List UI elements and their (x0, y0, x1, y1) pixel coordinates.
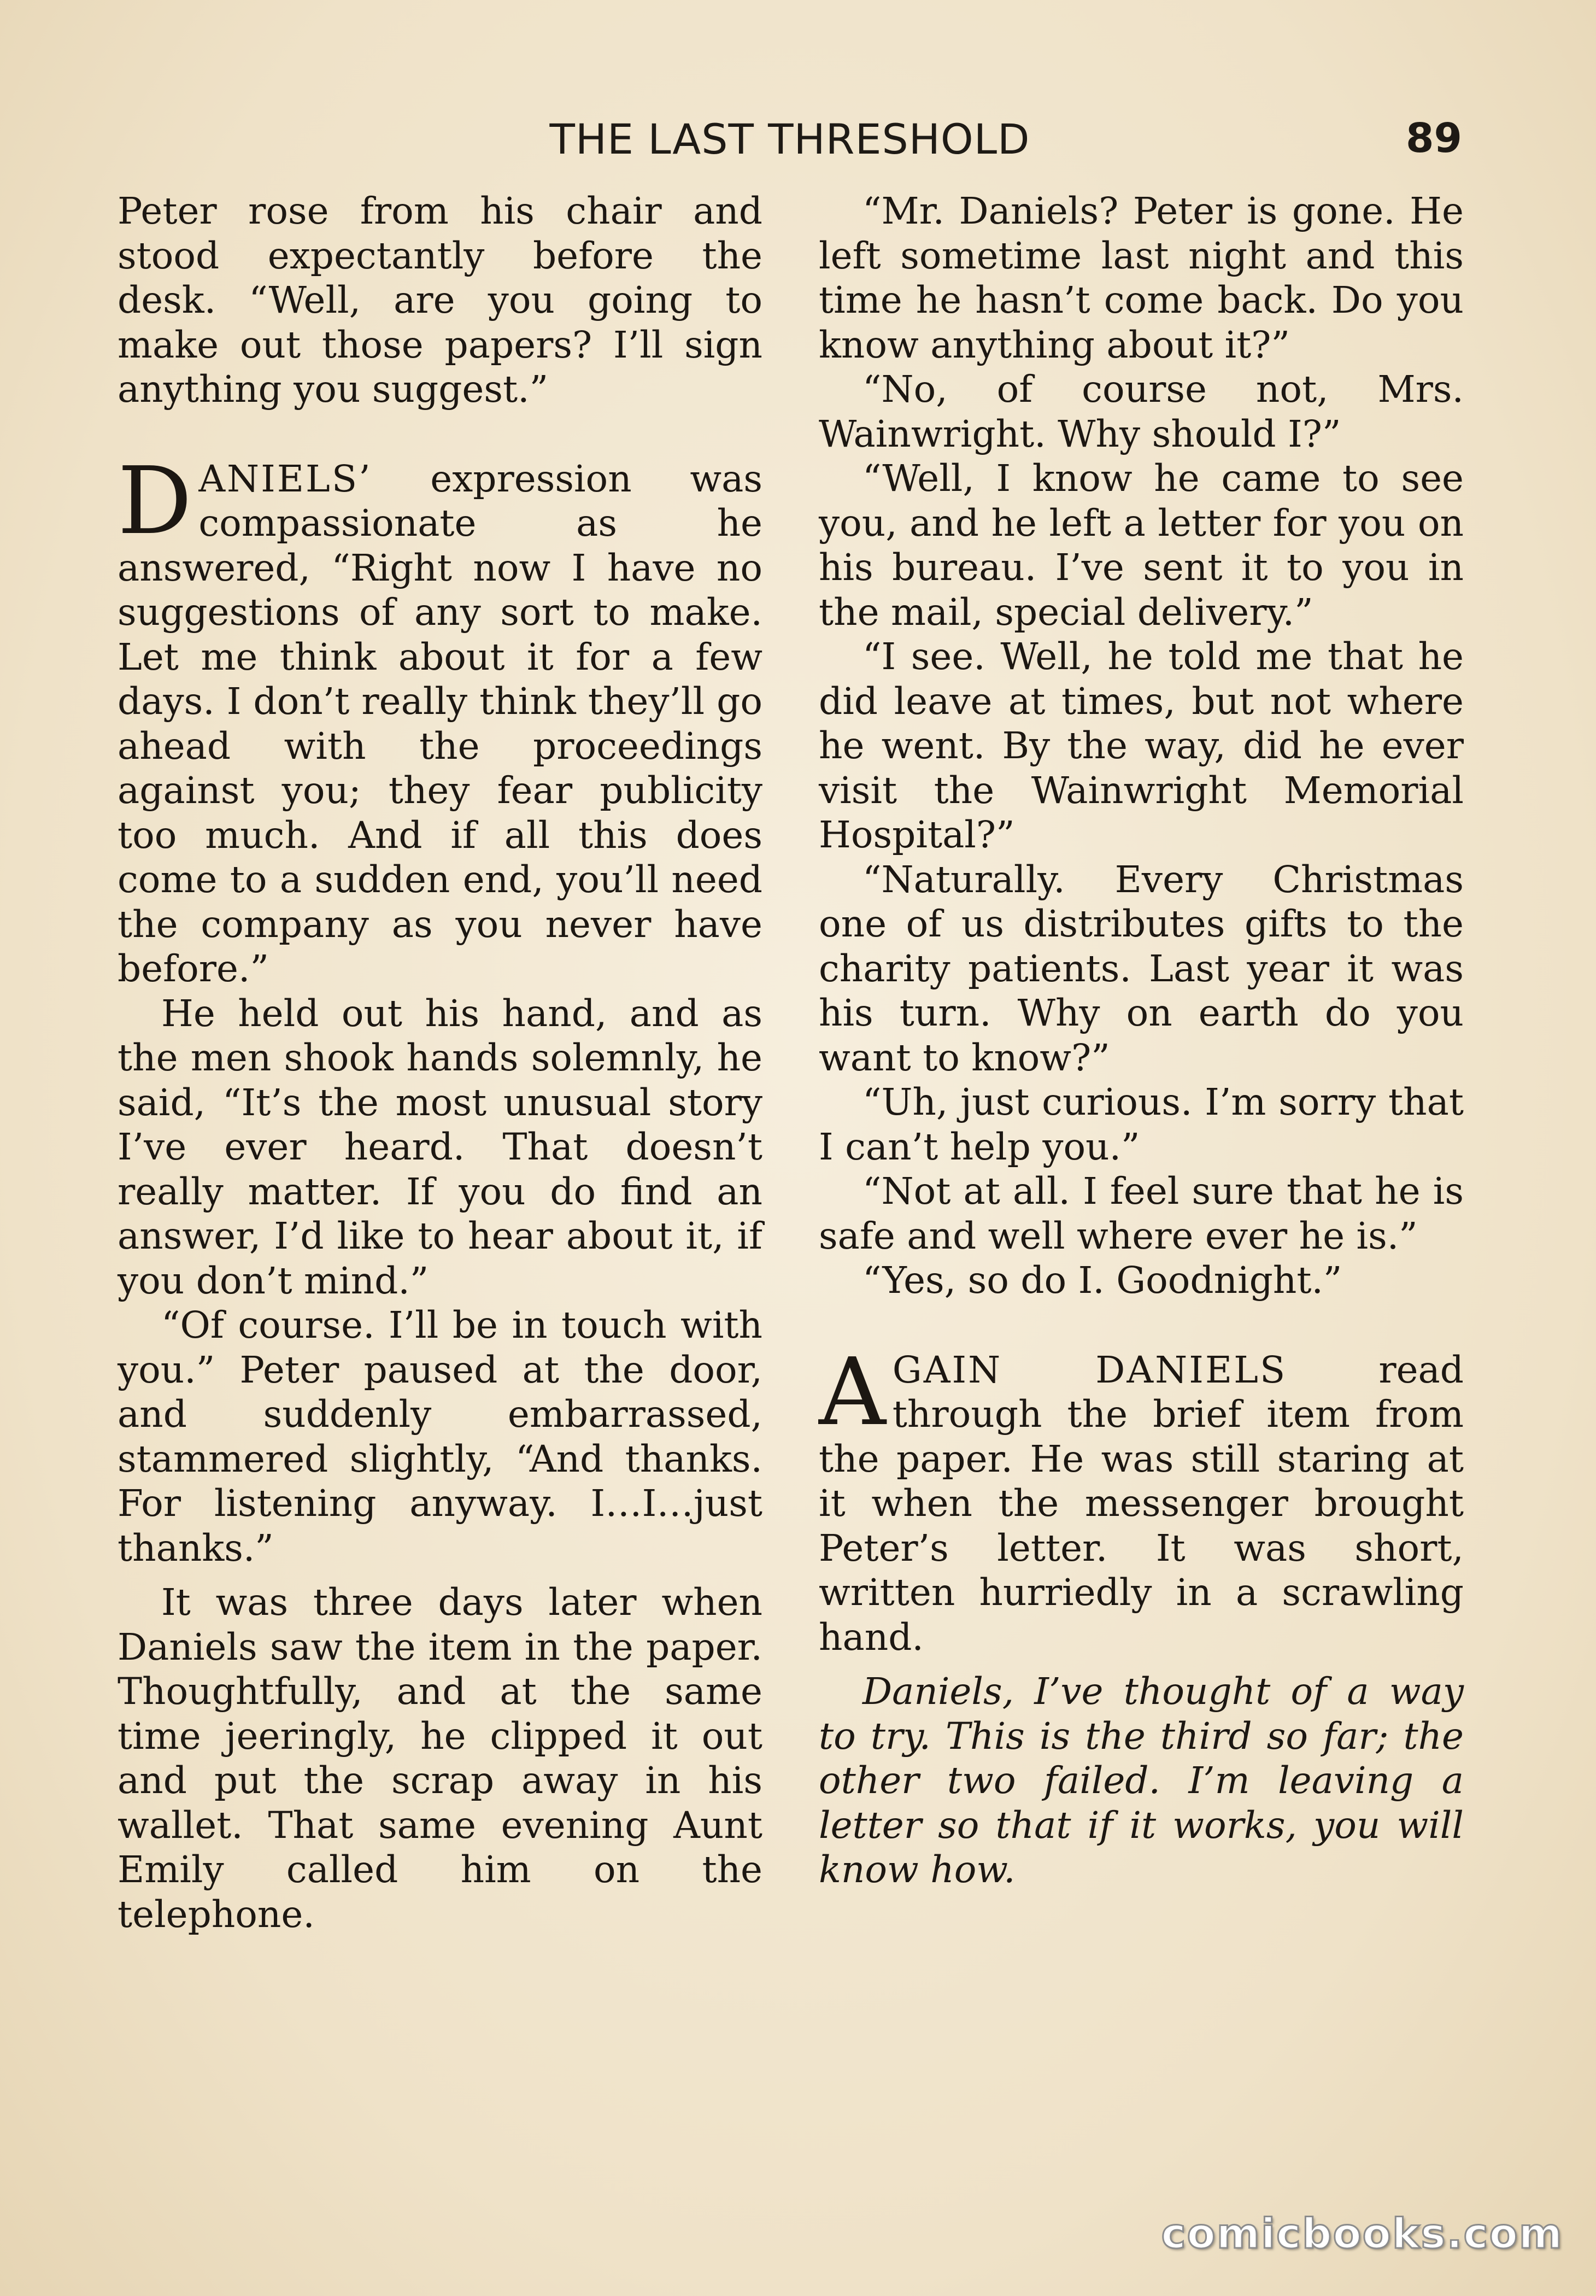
page-number: 89 (1406, 115, 1462, 162)
paragraph: He held out his hand, and as the men shook hands solemnly, he said, “It’s the most unusual story I’ve ever heard. That doesn’t really matter. If you do find an answer, I’d like to hear about it, if you don’t mind.” (118, 991, 762, 1302)
paragraph: It was three days later when Daniels saw the item in the paper. Thoughtfully, and at the same time jeeringly, he clipped it out and put the scrap away in his wallet. That same evening Aunt Emily called him on the telephone. (118, 1580, 762, 1936)
paragraph: “Of course. I’ll be in touch with you.” Peter paused at the door, and suddenly embarrassed, stammered slightly, “And thanks. For listening anyway. I…I…just thanks.” (118, 1303, 762, 1569)
italic-letter-text: Daniels, I’ve thought of a way to try. This is the third so far; the other two failed. I’m leaving a letter so that if it works, you will know how. (819, 1670, 1464, 1891)
paragraph: “Well, I know he came to see you, and he left a letter for you on his bureau. I’ve sent it to you in the mail, special delivery.” (819, 456, 1464, 634)
paragraph: “No, of course not, Mrs. Wainwright. Why should I?” (819, 367, 1464, 455)
drop-cap: A (819, 1338, 886, 1446)
paragraph-text: read through the brief item from the paper. He was still staring at it when the messenger brought Peter’s letter. It was short, written hurriedly in a scrawling hand. (819, 1348, 1464, 1659)
page-header (118, 115, 1462, 175)
paragraph: “Uh, just curious. I’m sorry that I can’t help you.” (819, 1080, 1464, 1168)
paragraph: “Mr. Daniels? Peter is gone. He left sometime last night and this time he hasn’t come back. Do you know anything about it?” (819, 189, 1464, 366)
lead-in: ANIELS’ (198, 456, 372, 500)
watermark-logo: comicbooks.com (1161, 2209, 1563, 2258)
paragraph-dropcap (819, 1338, 1464, 1660)
paragraph: “Naturally. Every Christmas one of us distributes gifts to the charity patients. Last year it was his turn. Why on earth do you want to know?” (819, 857, 1464, 1079)
paragraph-dropcap (118, 447, 762, 991)
paragraph: “Yes, so do I. Goodnight.” (862, 1258, 1342, 1302)
running-title: THE LAST THRESHOLD (549, 115, 1030, 163)
paragraph: Peter rose from his chair and stood expectantly before the desk. “Well, are you going to make out those papers? I’ll sign anything you suggest.” (118, 189, 762, 411)
left-column (118, 189, 762, 1936)
paragraph: “Not at all. I feel sure that he is safe and well where ever he is.” (819, 1169, 1464, 1257)
paragraph-italic (819, 1669, 1464, 1892)
drop-cap: D (118, 447, 192, 555)
paragraph: “I see. Well, he told me that he did leave at times, but not where he went. By the way, did he ever visit the Wainwright Memorial Hospital?” (819, 635, 1464, 856)
right-column (819, 189, 1464, 1892)
paragraph-text: expression was compassionate as he answered, “Right now I have no suggestions of any sort to make. Let me think about it for a few days. I don’t really think they’ll go ahead with the proceedings against you; they fear publicity too much. And if all this does come to a sudden end, you’ll need the company as you never have before.” (118, 456, 762, 990)
lead-in: GAIN DANIELS (892, 1348, 1287, 1391)
